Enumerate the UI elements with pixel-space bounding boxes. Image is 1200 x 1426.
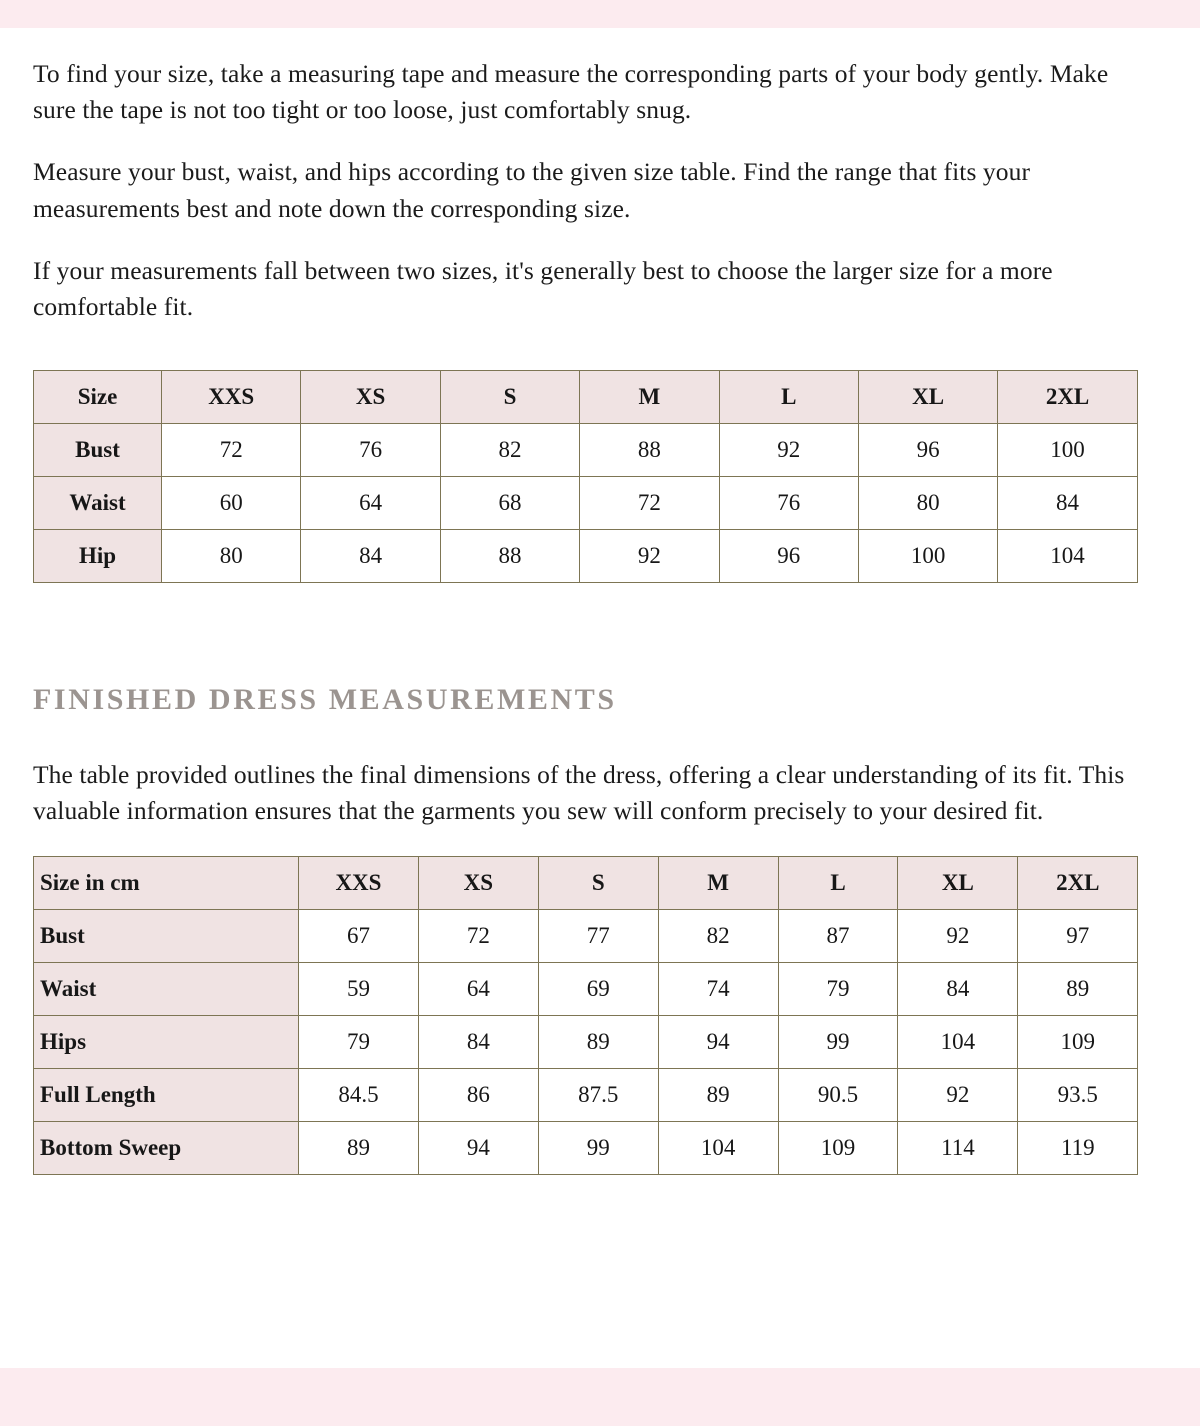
cell-full-length-xs: 86 xyxy=(418,1068,538,1121)
finished-dress-body xyxy=(34,909,1138,1174)
row-label-bust: Bust xyxy=(34,909,299,962)
cell-bust-s: 82 xyxy=(440,424,579,477)
column-header-xs: XS xyxy=(301,371,440,424)
cell-waist-2xl: 84 xyxy=(998,477,1137,530)
cell-bust-l: 92 xyxy=(719,424,858,477)
table-row xyxy=(34,1015,1138,1068)
cell-waist-xs: 64 xyxy=(301,477,440,530)
cell-waist-l: 76 xyxy=(719,477,858,530)
intro-paragraph-1: To find your size, take a measuring tape and measure the corresponding parts of your body gently. Make sure the tape is not too tight or too loose, just comfortably snug. xyxy=(33,59,1109,125)
table-corner-label: Size xyxy=(34,371,162,424)
cell-bust-xxs: 67 xyxy=(299,909,419,962)
cell-full-length-l: 90.5 xyxy=(778,1068,898,1121)
body-measurements-body xyxy=(34,424,1138,583)
cell-full-length-xl: 92 xyxy=(898,1068,1018,1121)
body-measurements-table xyxy=(33,370,1138,583)
page-title-finished-dress: FINISHED DRESS MEASUREMENTS xyxy=(33,683,617,717)
document-page xyxy=(0,28,1200,1175)
cell-waist-xs: 64 xyxy=(418,962,538,1015)
row-label-full-length: Full Length xyxy=(34,1068,299,1121)
cell-bottom-sweep-l: 109 xyxy=(778,1121,898,1174)
row-label-hip: Hip xyxy=(34,530,162,583)
cell-hips-xs: 84 xyxy=(418,1015,538,1068)
column-header-2xl: 2XL xyxy=(1018,856,1138,909)
top-accent-band xyxy=(0,0,1200,28)
cell-waist-xl: 84 xyxy=(898,962,1018,1015)
table-row xyxy=(34,1068,1138,1121)
cell-full-length-2xl: 93.5 xyxy=(1018,1068,1138,1121)
cell-bottom-sweep-xxs: 89 xyxy=(299,1121,419,1174)
table-header-row xyxy=(34,371,1138,424)
cell-full-length-s: 87.5 xyxy=(538,1068,658,1121)
cell-hips-xxs: 79 xyxy=(299,1015,419,1068)
cell-bottom-sweep-s: 99 xyxy=(538,1121,658,1174)
cell-waist-xl: 80 xyxy=(858,477,997,530)
column-header-s: S xyxy=(538,856,658,909)
finished-section-heading-block xyxy=(33,683,1167,717)
cell-hip-xs: 84 xyxy=(301,530,440,583)
table-row xyxy=(34,530,1138,583)
cell-bottom-sweep-m: 104 xyxy=(658,1121,778,1174)
cell-bust-xl: 92 xyxy=(898,909,1018,962)
cell-hip-l: 96 xyxy=(719,530,858,583)
cell-hips-l: 99 xyxy=(778,1015,898,1068)
column-header-xs: XS xyxy=(418,856,538,909)
cell-waist-xxs: 59 xyxy=(299,962,419,1015)
cell-bottom-sweep-xs: 94 xyxy=(418,1121,538,1174)
row-label-waist: Waist xyxy=(34,962,299,1015)
cell-bust-xs: 72 xyxy=(418,909,538,962)
column-header-xxs: XXS xyxy=(299,856,419,909)
table-row xyxy=(34,424,1138,477)
table-row xyxy=(34,909,1138,962)
cell-bust-2xl: 100 xyxy=(998,424,1137,477)
column-header-s: S xyxy=(440,371,579,424)
cell-bust-2xl: 97 xyxy=(1018,909,1138,962)
column-header-xl: XL xyxy=(858,371,997,424)
cell-full-length-m: 89 xyxy=(658,1068,778,1121)
cell-waist-s: 69 xyxy=(538,962,658,1015)
table-row xyxy=(34,477,1138,530)
column-header-m: M xyxy=(658,856,778,909)
cell-waist-2xl: 89 xyxy=(1018,962,1138,1015)
table-corner-label: Size in cm xyxy=(34,856,299,909)
cell-hips-s: 89 xyxy=(538,1015,658,1068)
column-header-l: L xyxy=(719,371,858,424)
finished-dress-table-wrapper xyxy=(33,856,1167,1175)
cell-hip-xxs: 80 xyxy=(162,530,301,583)
finished-dress-table xyxy=(33,856,1138,1175)
intro-paragraph-2: Measure your bust, waist, and hips according to the given size table. Find the range that fits your measurements best and note down the corresponding size. xyxy=(33,157,1031,223)
cell-waist-s: 68 xyxy=(440,477,579,530)
intro-paragraph-3: If your measurements fall between two sizes, it's generally best to choose the larger size for a more comfortable fit. xyxy=(33,255,1053,322)
body-measurements-table-wrapper xyxy=(33,370,1167,583)
cell-hips-2xl: 109 xyxy=(1018,1015,1138,1068)
cell-bust-xl: 96 xyxy=(858,424,997,477)
cell-waist-m: 74 xyxy=(658,962,778,1015)
table-row xyxy=(34,962,1138,1015)
column-header-2xl: 2XL xyxy=(998,371,1137,424)
cell-hips-m: 94 xyxy=(658,1015,778,1068)
cell-hip-xl: 100 xyxy=(858,530,997,583)
cell-hips-xl: 104 xyxy=(898,1015,1018,1068)
finished-dress-head xyxy=(34,856,1138,909)
cell-waist-m: 72 xyxy=(580,477,719,530)
cell-hip-m: 92 xyxy=(580,530,719,583)
row-label-waist: Waist xyxy=(34,477,162,530)
body-measurements-head xyxy=(34,371,1138,424)
bottom-accent-band xyxy=(0,1368,1200,1426)
column-header-xl: XL xyxy=(898,856,1018,909)
intro-section xyxy=(33,56,1167,325)
cell-bust-m: 82 xyxy=(658,909,778,962)
cell-bust-xs: 76 xyxy=(301,424,440,477)
cell-hip-2xl: 104 xyxy=(998,530,1137,583)
cell-waist-xxs: 60 xyxy=(162,477,301,530)
finished-section-paragraph: The table provided outlines the final dimensions of the dress, offering a clear understanding of its fit. This valuable information ensures that the garments you sew will conform precisely to your desired fit. xyxy=(33,760,1125,826)
cell-bust-xxs: 72 xyxy=(162,424,301,477)
row-label-bottom-sweep: Bottom Sweep xyxy=(34,1121,299,1174)
column-header-xxs: XXS xyxy=(162,371,301,424)
cell-waist-l: 79 xyxy=(778,962,898,1015)
table-row xyxy=(34,1121,1138,1174)
cell-bust-l: 87 xyxy=(778,909,898,962)
cell-full-length-xxs: 84.5 xyxy=(299,1068,419,1121)
row-label-bust: Bust xyxy=(34,424,162,477)
column-header-l: L xyxy=(778,856,898,909)
column-header-m: M xyxy=(580,371,719,424)
cell-bottom-sweep-xl: 114 xyxy=(898,1121,1018,1174)
table-header-row xyxy=(34,856,1138,909)
cell-bust-s: 77 xyxy=(538,909,658,962)
cell-hip-s: 88 xyxy=(440,530,579,583)
cell-bust-m: 88 xyxy=(580,424,719,477)
cell-bottom-sweep-2xl: 119 xyxy=(1018,1121,1138,1174)
row-label-hips: Hips xyxy=(34,1015,299,1068)
